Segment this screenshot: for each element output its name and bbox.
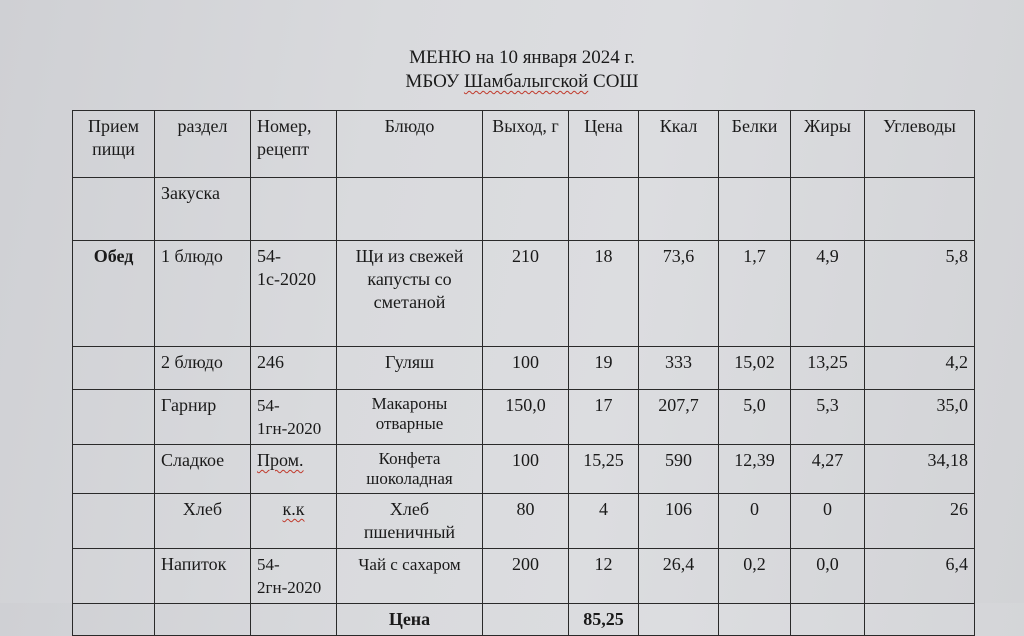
total-empty-cell	[791, 604, 865, 636]
menu-title: МЕНЮ на 10 января 2024 г.	[409, 47, 635, 68]
table-row	[73, 347, 975, 390]
cell-meal	[73, 178, 155, 241]
cell-protein: 12,39	[719, 445, 791, 494]
cell-protein: 0	[719, 494, 791, 549]
cell-protein: 1,7	[719, 241, 791, 347]
cell-fat: 0,0	[791, 549, 865, 604]
cell-kcal: 333	[639, 347, 719, 390]
cell-fat: 5,3	[791, 390, 865, 445]
cell-section: Гарнир	[155, 390, 251, 445]
cell-meal	[73, 347, 155, 390]
cell-dish: Гуляш	[337, 347, 483, 390]
table-row	[73, 445, 975, 494]
cell-dish: Чай с сахаром	[337, 549, 483, 604]
total-empty-cell	[865, 604, 975, 636]
cell-meal	[73, 390, 155, 445]
table-row	[73, 494, 975, 549]
header-yield: Выход, г	[483, 111, 569, 178]
header-fat: Жиры	[791, 111, 865, 178]
cell-dish: Макароны отварные	[337, 390, 483, 445]
header-section: раздел	[155, 111, 251, 178]
cell-yield: 100	[483, 445, 569, 494]
cell-recipe: Пром.	[251, 445, 337, 494]
total-empty-cell	[251, 604, 337, 636]
school-name-word: Шамбалыгской	[463, 71, 589, 92]
cell-recipe: 246	[251, 347, 337, 390]
cell-meal	[73, 494, 155, 549]
table-row	[73, 241, 975, 347]
cell-section: 1 блюдо	[155, 241, 251, 347]
cell-dish: Конфета шоколадная	[337, 445, 483, 494]
cell-meal: Обед	[73, 241, 155, 347]
cell-kcal: 106	[639, 494, 719, 549]
cell-yield: 80	[483, 494, 569, 549]
cell-yield: 200	[483, 549, 569, 604]
cell-protein: 15,02	[719, 347, 791, 390]
total-empty-cell	[483, 604, 569, 636]
cell-recipe: к.к	[251, 494, 337, 549]
header-meal: Прием пищи	[73, 111, 155, 178]
cell-fat: 13,25	[791, 347, 865, 390]
cell-protein: 0,2	[719, 549, 791, 604]
cell-meal	[73, 445, 155, 494]
cell-protein: 5,0	[719, 390, 791, 445]
cell-yield: 100	[483, 347, 569, 390]
cell-price: 17	[569, 390, 639, 445]
table-row	[73, 390, 975, 445]
cell-kcal: 26,4	[639, 549, 719, 604]
cell-protein	[719, 178, 791, 241]
cell-recipe: 54-1с-2020	[251, 241, 337, 347]
cell-section: Закуска	[155, 178, 251, 241]
cell-section: Сладкое	[155, 445, 251, 494]
cell-dish	[337, 178, 483, 241]
cell-price	[569, 178, 639, 241]
header-recipe: Номер, рецепт	[251, 111, 337, 178]
header-carbs: Углеводы	[865, 111, 975, 178]
cell-recipe: 54-1гн-2020	[251, 390, 337, 445]
total-label: Цена	[337, 604, 483, 636]
header-dish: Блюдо	[337, 111, 483, 178]
cell-recipe: 54-2гн-2020	[251, 549, 337, 604]
cell-carbs: 6,4	[865, 549, 975, 604]
school-name	[10, 70, 1024, 94]
cell-dish: Щи из свежей капусты со сметаной	[337, 241, 483, 347]
cell-price: 15,25	[569, 445, 639, 494]
cell-fat	[791, 178, 865, 241]
cell-dish: Хлеб пшеничный	[337, 494, 483, 549]
cell-carbs: 34,18	[865, 445, 975, 494]
cell-section: 2 блюдо	[155, 347, 251, 390]
cell-carbs	[865, 178, 975, 241]
cell-price: 4	[569, 494, 639, 549]
table-row	[73, 549, 975, 604]
total-empty-cell	[155, 604, 251, 636]
cell-carbs: 26	[865, 494, 975, 549]
cell-yield: 210	[483, 241, 569, 347]
cell-carbs: 35,0	[865, 390, 975, 445]
cell-price: 12	[569, 549, 639, 604]
cell-section: Напиток	[155, 549, 251, 604]
school-name-prefix: МБОУ	[405, 71, 464, 92]
cell-carbs: 4,2	[865, 347, 975, 390]
cell-fat: 4,27	[791, 445, 865, 494]
cell-yield: 150,0	[483, 390, 569, 445]
total-empty-cell	[719, 604, 791, 636]
header-protein: Белки	[719, 111, 791, 178]
total-empty-cell	[73, 604, 155, 636]
cell-price: 18	[569, 241, 639, 347]
cell-kcal: 73,6	[639, 241, 719, 347]
cell-meal	[73, 549, 155, 604]
cell-carbs: 5,8	[865, 241, 975, 347]
table-row	[73, 178, 975, 241]
menu-table	[72, 110, 975, 636]
cell-kcal	[639, 178, 719, 241]
cell-fat: 0	[791, 494, 865, 549]
cell-kcal: 207,7	[639, 390, 719, 445]
header-kcal: Ккал	[639, 111, 719, 178]
cell-section: Хлеб	[155, 494, 251, 549]
cell-price: 19	[569, 347, 639, 390]
cell-fat: 4,9	[791, 241, 865, 347]
cell-kcal: 590	[639, 445, 719, 494]
total-value: 85,25	[569, 604, 639, 636]
total-row	[73, 604, 975, 636]
total-empty-cell	[639, 604, 719, 636]
header-price: Цена	[569, 111, 639, 178]
school-name-suffix: СОШ	[588, 71, 639, 92]
cell-yield	[483, 178, 569, 241]
cell-recipe	[251, 178, 337, 241]
header-row	[73, 111, 975, 178]
